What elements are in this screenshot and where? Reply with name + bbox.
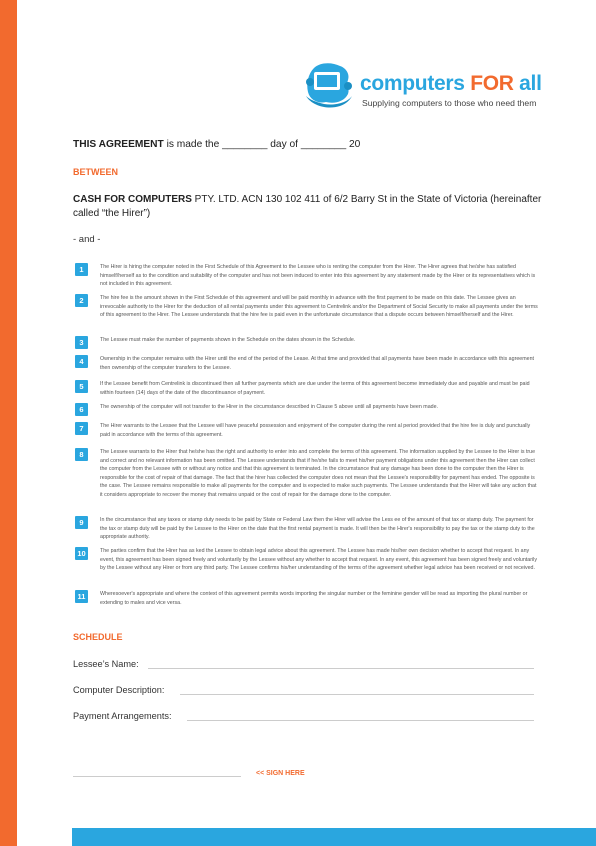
- clause-text: The parties confirm that the Hirer has as ked the Lessee to obtain legal advice about this agreement. The Lessee has made his/her own decision whether to accept that request. In any event, this agreement has been signed freely and voluntarily by the Lessee without any whether to accept that request. In any event, this agreement has been signed freely and voluntarily by the Lessee without any Hirer or from any third party. The Lessee confirms his/her understanding of the terms of the agreement whether legal advice has been received or not received.: [100, 548, 537, 571]
- hirer-party: CASH FOR COMPUTERS PTY. LTD. ACN 130 102 411 of 6/2 Barry St in the State of Victoria (hereinafter called “the Hirer”): [73, 194, 542, 219]
- clause-number: 9: [75, 516, 88, 529]
- clause-number: 4: [75, 355, 88, 368]
- clause-text: The Lessee must make the number of payments shown in the Schedule on the dates shown in the Schedule.: [100, 337, 356, 343]
- clause-number: 1: [75, 263, 88, 276]
- clause-text: The Lessee warrants to the Hirer that he/she has the right and authority to enter into and complete the terms of this agreement. The information supplied by the Lessee to the Hirer is true and correct and no relevant information has been omitted. The Lessee understands that if he/she fails to meet his/her payment obligations under this agreement then the Hirer can collect the computer from the Lessee with or without any notice and that this agreement is terminated. In the circumstance that any damage has been done to the computer then the Hirer is responsible for the cost of repair of that damage. The fact that the hirer has collected the computer does not mean that the Lessee's responsibility for payment has ended. The opposite is the case. The Lessee remains responsible to make all payments for the computer and is expected to make such payments. The Lessee understands that the Hirer will take any action that it considers appropriate to recover the money that remains unpaid or the cost of repair for the damage done to the computer.: [100, 449, 537, 498]
- lessee-name-label: Lessee’s Name:: [73, 659, 139, 669]
- blue-footer-bar: [72, 828, 596, 846]
- clause-text: Wheresoever's appropriate and where the context of this agreement permits words importing the singular number or the feminine gender will be read as importing the plural number or extending to males and vice versa.: [100, 591, 528, 606]
- clause-text: The Hirer warrants to the Lessee that the Lessee will have peaceful possession and enjoyment of the computer during the rent al period provided that the hire fee is duly and punctually paid in accordance with the terms of this agreement.: [100, 423, 531, 438]
- clause-number: 8: [75, 448, 88, 461]
- clause-number: 3: [75, 336, 88, 349]
- and-separator: - and -: [73, 234, 101, 245]
- sign-here-label: << SIGN HERE: [256, 770, 305, 777]
- clause-number: 2: [75, 294, 88, 307]
- computer-description-label: Computer Description:: [73, 685, 165, 695]
- computer-description-field[interactable]: [180, 694, 534, 695]
- schedule-heading: SCHEDULE: [73, 632, 123, 642]
- orange-side-bar: [0, 0, 17, 846]
- clause-number: 5: [75, 380, 88, 393]
- between-heading: BETWEEN: [73, 167, 118, 177]
- brand-name: computers FOR all: [360, 72, 542, 95]
- clause-number: 10: [75, 547, 88, 560]
- payment-arrangements-field[interactable]: [187, 720, 534, 721]
- clause-text: The Hirer is hiring the computer noted in the First Schedule of this Agreement to the Lessee who is renting the computer from the Hirer. The Hirer agrees that he/she has satisfied himself/herself as to the condition and suitability of the computer and has not been induced to enter into this agreement by any statement made by the Hirer or its representatives which is not included in this agreement.: [100, 264, 536, 287]
- clause-number: 7: [75, 422, 88, 435]
- clause-number: 6: [75, 403, 88, 416]
- clause-text: Ownership in the computer remains with the Hirer until the end of the period of the Lease. At that time and provided that all payments have been made in accordance with this agreement then ownership of the computer transfers to the Lessee.: [100, 356, 535, 371]
- computer-logo-icon: [300, 58, 356, 114]
- brand-tagline: Supplying computers to those who need them: [362, 98, 537, 108]
- clause-text: The ownership of the computer will not transfer to the Hirer in the circumstance described in Clause 5 above until all payments have been made.: [100, 404, 438, 410]
- clause-text: In the circumstance that any taxes or stamp duty needs to be paid by State or Federal Law then the Hirer will advise the Less ee of the amount of that tax or stamp duty. The payment for the tax or stamp duty will be paid by the Lessee to the Hirer on the date that the first rental payment is made. It will then be the Hirer's responsibility to pay the tax or the stamp duty to the appropriate authority.: [100, 517, 535, 540]
- signature-line[interactable]: [73, 776, 241, 777]
- payment-arrangements-label: Payment Arrangements:: [73, 711, 172, 721]
- lessee-name-field[interactable]: [148, 668, 534, 669]
- agreement-date-line: THIS AGREEMENT is made the ________ day of ________ 20: [73, 139, 361, 150]
- clause-text: If the Lessee benefit from Centrelink is discontinued then all further payments which are due under the terms of this agreement become immediately due and payable and must be paid within fourteen (14) days of the date of the discontinuance of payment.: [100, 381, 530, 396]
- brand-logo: [300, 58, 560, 118]
- clause-number: 11: [75, 590, 88, 603]
- clause-text: The hire fee is the amount shown in the First Schedule of this agreement and will be paid monthly in advance with the first payment to be made on this date. The Lessee gives an irrevocable authority to the Hirer for the deduction of all rental payments under this agreement to Centrelink and/or the Department of Social Security to make all payments under the terms of this agreement to the Hirer. The Lessee understands that the hire fee is paid even in the unfortunate circumstance that a dispute occurs between himself/herself and the Hirer.: [100, 295, 538, 318]
